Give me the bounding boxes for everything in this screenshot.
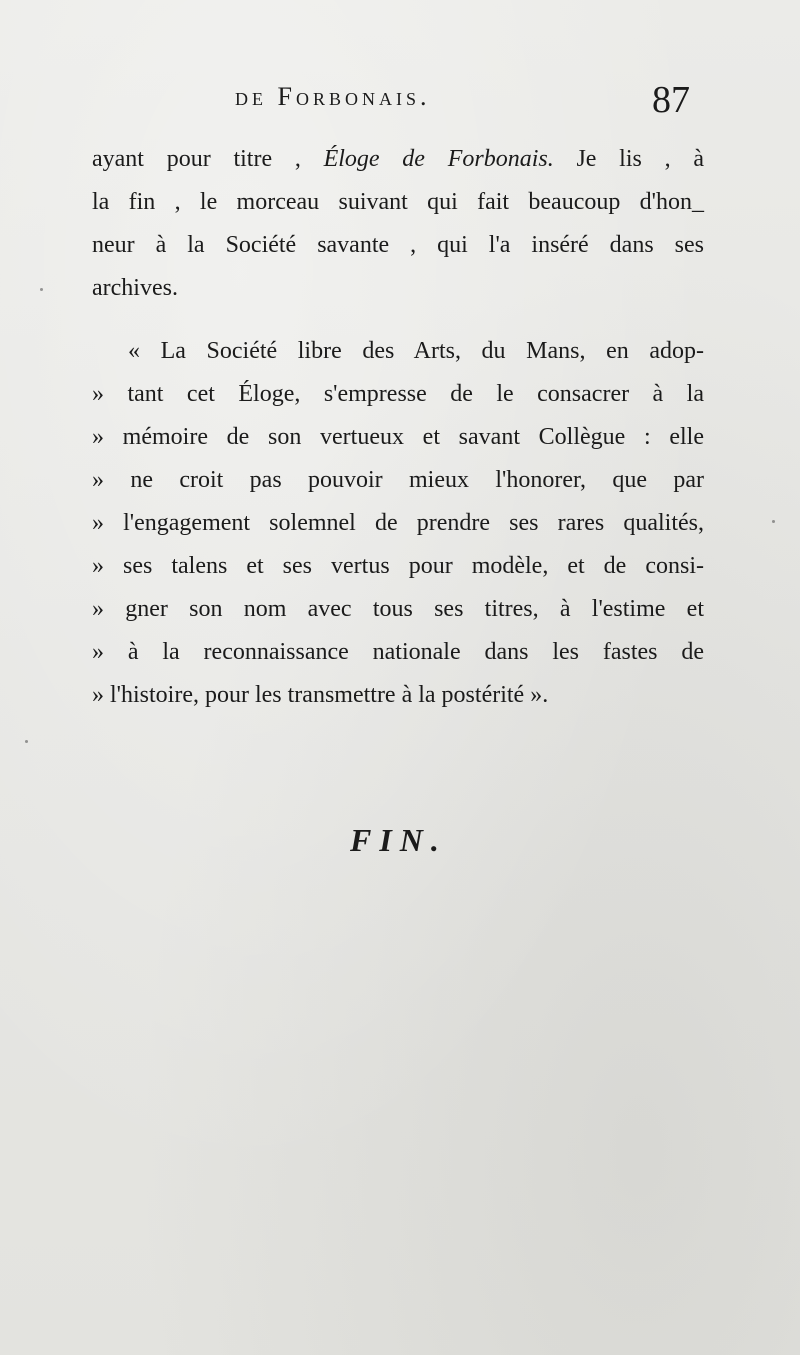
paragraph-1-line-2: la fin , le morceau suivant qui fait beaucoup d'hon_: [92, 189, 704, 215]
paragraph-1-line-1: [92, 138, 704, 181]
paragraph-2-line-9: » l'histoire, pour les transmettre à la postérité ».: [92, 682, 549, 708]
page-number: 87: [652, 79, 690, 121]
paragraph-2-line-2: » tant cet Éloge, s'empresse de le consacrer à la: [92, 381, 704, 407]
paragraph-2-line-1: « La Société libre des Arts, du Mans, en adop-: [128, 338, 704, 364]
paragraph-2-line-5: » l'engagement solemnel de prendre ses rares qualités,: [92, 510, 704, 536]
paragraph-2-line-3: » mémoire de son vertueux et savant Collègue : elle: [92, 424, 704, 450]
paragraph-1: [92, 138, 704, 310]
running-title: de Forbonais.: [235, 82, 431, 111]
eloge-title-italic: Éloge de Forbonais.: [323, 146, 554, 172]
paper-speck: [40, 288, 43, 291]
paragraph-2-quotation: [92, 330, 704, 717]
line-1-start: ayant pour titre ,: [92, 146, 324, 172]
paragraph-1-line-4: archives.: [92, 275, 178, 301]
line-1-end: Je lis , à: [553, 146, 704, 172]
paper-speck: [25, 740, 28, 743]
paragraph-2-line-4: » ne croit pas pouvoir mieux l'honorer, que par: [92, 467, 704, 493]
paragraph-2-line-6: » ses talens et ses vertus pour modèle, et de consi-: [92, 553, 704, 579]
paper-speck: [772, 520, 775, 523]
paragraph-1-line-3: neur à la Société savante , qui l'a inséré dans ses: [92, 232, 704, 258]
fin-label: FIN.: [350, 822, 447, 858]
paragraph-2-line-8: » à la reconnaissance nationale dans les fastes de: [92, 639, 704, 665]
paragraph-2-line-7: » gner son nom avec tous ses titres, à l'estime et: [92, 596, 704, 622]
